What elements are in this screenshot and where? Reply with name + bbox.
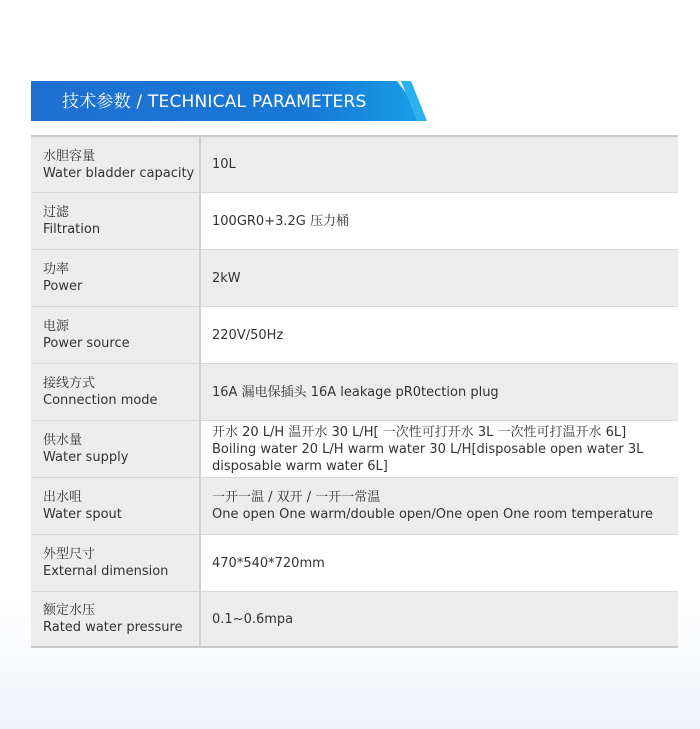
value-line: 220V/50Hz: [212, 327, 284, 343]
label-english: Connection mode: [43, 393, 158, 408]
table-row: [31, 306, 678, 363]
label-english: Power source: [43, 336, 130, 351]
value-line: 16A 漏电保插头 16A leakage pR0tection plug: [212, 384, 499, 400]
label-chinese: 功率: [43, 262, 70, 277]
row-label: [31, 592, 201, 646]
row-label: [31, 478, 201, 534]
spec-table: [31, 135, 678, 648]
row-label: [31, 137, 201, 192]
label-english: External dimension: [43, 564, 169, 579]
row-label: [31, 364, 201, 420]
row-label: [31, 193, 201, 249]
label-chinese: 外型尺寸: [43, 547, 96, 562]
value-line: Boiling water 20 L/H warm water 30 L/H[disposable open water 3L: [212, 441, 644, 457]
value-line: One open One warm/double open/One open One room temperature: [212, 507, 654, 522]
row-value: [201, 137, 678, 192]
value-line: 2kW: [212, 270, 241, 286]
label-chinese: 出水咀: [43, 490, 83, 505]
label-chinese: 额定水压: [43, 603, 96, 618]
value-line: 开水 20 L/H 温开水 30 L/H[ 一次性可打开水 3L 一次性可打温开水 6L]: [212, 424, 627, 440]
row-label: [31, 421, 201, 477]
row-label: [31, 535, 201, 591]
row-value: [201, 364, 678, 420]
value-line: 0.1~0.6mpa: [212, 611, 294, 627]
label-english: Power: [43, 279, 83, 294]
table-row: [31, 534, 678, 591]
row-value: [201, 421, 678, 477]
table-row: [31, 477, 678, 534]
row-value: [201, 592, 678, 646]
label-english: Water supply: [43, 450, 129, 465]
table-row: [31, 192, 678, 249]
label-english: Filtration: [43, 222, 101, 237]
page-title: 技术参数 / TECHNICAL PARAMETERS: [62, 92, 367, 112]
table-row: [31, 135, 678, 192]
table-row: [31, 249, 678, 306]
value-line: 一开一温 / 双开 / 一开一常温: [212, 490, 381, 505]
table-row: [31, 591, 678, 648]
label-english: Water bladder capacity: [43, 165, 195, 181]
label-chinese: 过滤: [43, 205, 70, 220]
label-chinese: 水胆容量: [43, 148, 96, 164]
value-line: 470*540*720mm: [212, 555, 325, 571]
value-line: 100GR0+3.2G 压力桶: [212, 213, 349, 229]
row-value: [201, 535, 678, 591]
label-chinese: 供水量: [43, 433, 83, 448]
label-english: Rated water pressure: [43, 620, 183, 635]
row-value: [201, 193, 678, 249]
table-row: [31, 363, 678, 420]
row-label: [31, 250, 201, 306]
label-chinese: 电源: [43, 319, 70, 334]
row-value: [201, 250, 678, 306]
value-line: 10L: [212, 157, 236, 172]
row-value: [201, 478, 678, 534]
value-line: disposable warm water 6L]: [212, 458, 388, 474]
label-english: Water spout: [43, 507, 122, 522]
table-row: [31, 420, 678, 477]
label-chinese: 接线方式: [43, 376, 96, 391]
row-value: [201, 307, 678, 363]
row-label: [31, 307, 201, 363]
